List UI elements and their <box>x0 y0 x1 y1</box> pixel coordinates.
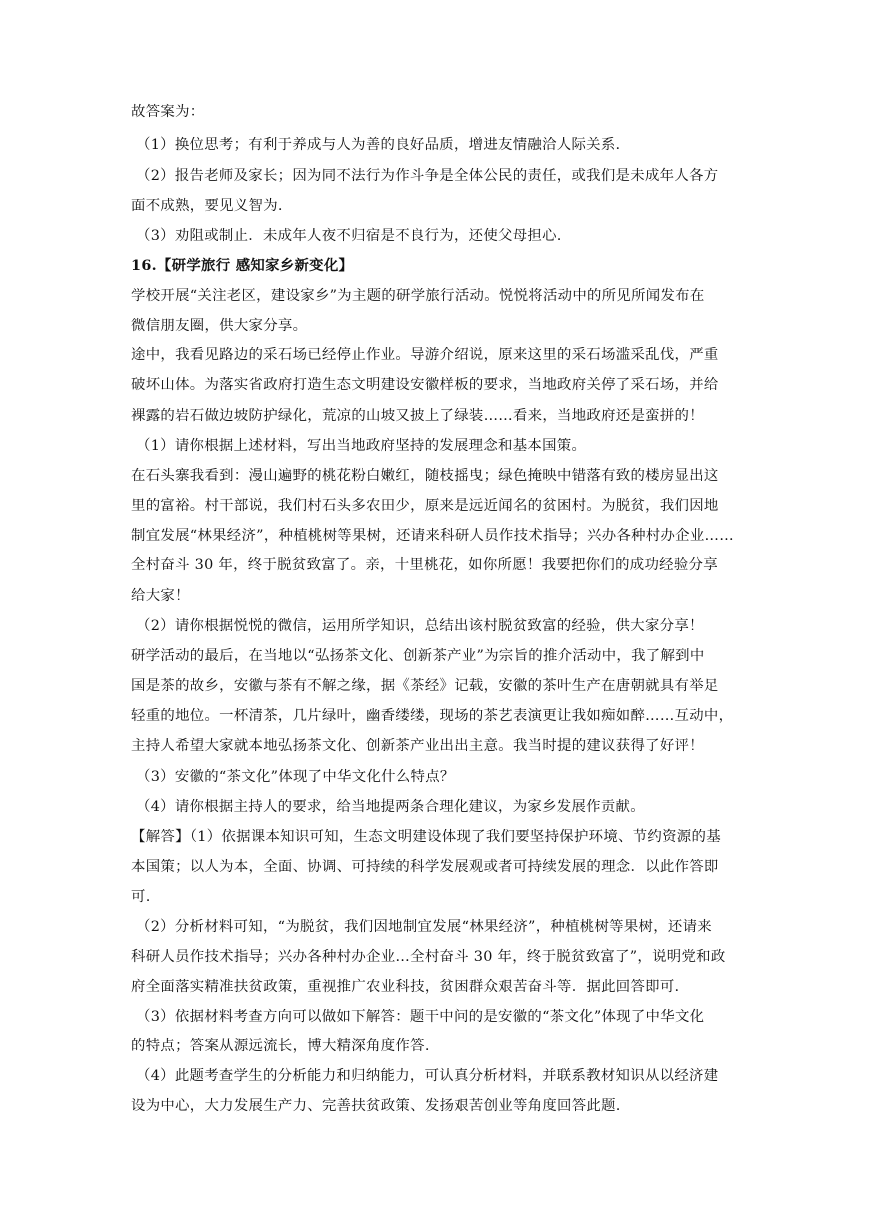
paragraph-line: 给大家！ <box>131 588 190 604</box>
sub-question-3: （3）安徽的“茶文化”体现了中华文化什么特点？ <box>136 769 455 785</box>
solution-2: （2）分析材料可知，“为脱贫，我们因地制宜发展“林果经济”，种植桃树等果树，还请来 <box>136 919 712 935</box>
paragraph-line: 里的富裕。村干部说，我们村石头多农田少，原来是远近闻名的贫困村。为脱贫，我们因地 <box>131 498 719 514</box>
paragraph-line: 全村奋斗 30 年，终于脱贫致富了。亲，十里桃花，如你所愿！我要把你们的成功经验分享 <box>131 557 718 573</box>
solution-line: 的特点；答案从源远流长，博大精深角度作答. <box>131 1038 430 1054</box>
paragraph-line: 制宜发展“林果经济”，种植桃树等果树，还请来科研人员作技术指导；兴办各种村办企业…… <box>131 528 734 544</box>
answer-2: （2）报告老师及家长；因为同不法行为作斗争是全体公民的责任，或我们是未成年人各方 <box>136 168 719 184</box>
sub-question-4: （4）请你根据主持人的要求，给当地提两条合理化建议，为家乡发展作贡献。 <box>136 799 645 815</box>
paragraph-line: 研学活动的最后，在当地以“弘扬茶文化、创新茶产业”为宗旨的推介活动中，我了解到中 <box>131 648 705 664</box>
paragraph-line: 破坏山体。为落实省政府打造生态文明建设安徽样板的要求，当地政府关停了采石场，并给 <box>131 377 719 393</box>
solution-line: 设为中心，大力发展生产力、完善扶贫政策、发扬艰苦创业等角度回答此题. <box>131 1098 621 1114</box>
solution-line: 【解答】（1）依据课本知识可知，生态文明建设体现了我们要坚持保护环境、节约资源的基 <box>131 829 721 845</box>
paragraph-line: 途中，我看见路边的采石场已经停止作业。导游介绍说，原来这里的采石场滥采乱伐，严重 <box>131 347 719 363</box>
paragraph-line: 微信朋友圈，供大家分享。 <box>131 318 308 334</box>
sub-question-2: （2）请你根据悦悦的微信，运用所学知识，总结出该村脱贫致富的经验，供大家分享！ <box>136 618 704 634</box>
solution-line: 府全面落实精准扶贫政策，重视推广农业科技，贫困群众艰苦奋斗等．据此回答即可. <box>131 979 680 995</box>
paragraph-line: 在石头寨我看到：漫山遍野的桃花粉白嫩红，随枝摇曳；绿色掩映中错落有致的楼房显出这 <box>131 468 719 484</box>
sub-question-1: （1）请你根据上述材料，写出当地政府坚持的发展理念和基本国策。 <box>136 438 587 454</box>
answer-1: （1）换位思考；有利于养成与人为善的良好品质，增进友情融洽人际关系. <box>136 137 621 153</box>
paragraph-line: 学校开展“关注老区，建设家乡”为主题的研学旅行活动。悦悦将活动中的所见所闻发布在 <box>131 288 705 304</box>
paragraph-line: 裸露的岩石做边坡防护绿化，荒凉的山坡又披上了绿装……看来，当地政府还是蛮拼的！ <box>131 408 704 424</box>
solution-line: 本国策；以人为本，全面、协调、可持续的科学发展观或者可持续发展的理念．以此作答即 <box>131 859 719 875</box>
answer-intro: 故答案为： <box>131 104 205 120</box>
solution-line: 科研人员作技术指导；兴办各种村办企业…全村奋斗 30 年，终于脱贫致富了”，说明党和政 <box>131 949 726 965</box>
answer-3: （3）劝阻或制止．未成年人夜不归宿是不良行为，还使父母担心. <box>136 228 562 244</box>
solution-line: 可. <box>131 889 151 905</box>
paragraph-line: 国是茶的故乡，安徽与茶有不解之缘，据《茶经》记载，安徽的茶叶生产在唐朝就具有举足 <box>131 678 719 694</box>
answer-2-cont: 面不成熟，要见义智为. <box>131 198 283 214</box>
solution-4: （4）此题考查学生的分析能力和归纳能力，可认真分析材料，并联系教材知识从以经济建 <box>136 1068 719 1084</box>
paragraph-line: 轻重的地位。一杯清茶，几片绿叶，幽香缕缕，现场的茶艺表演更让我如痴如醉……互动中， <box>131 708 734 724</box>
solution-3: （3）依据材料考查方向可以做如下解答：题干中问的是安徽的“茶文化”体现了中华文化 <box>136 1009 705 1025</box>
question-16-title: 16.【研学旅行 感知家乡新变化】 <box>131 257 354 274</box>
paragraph-line: 主持人希望大家就本地弘扬茶文化、创新茶产业出出主意。我当时提的建议获得了好评！ <box>131 738 704 754</box>
